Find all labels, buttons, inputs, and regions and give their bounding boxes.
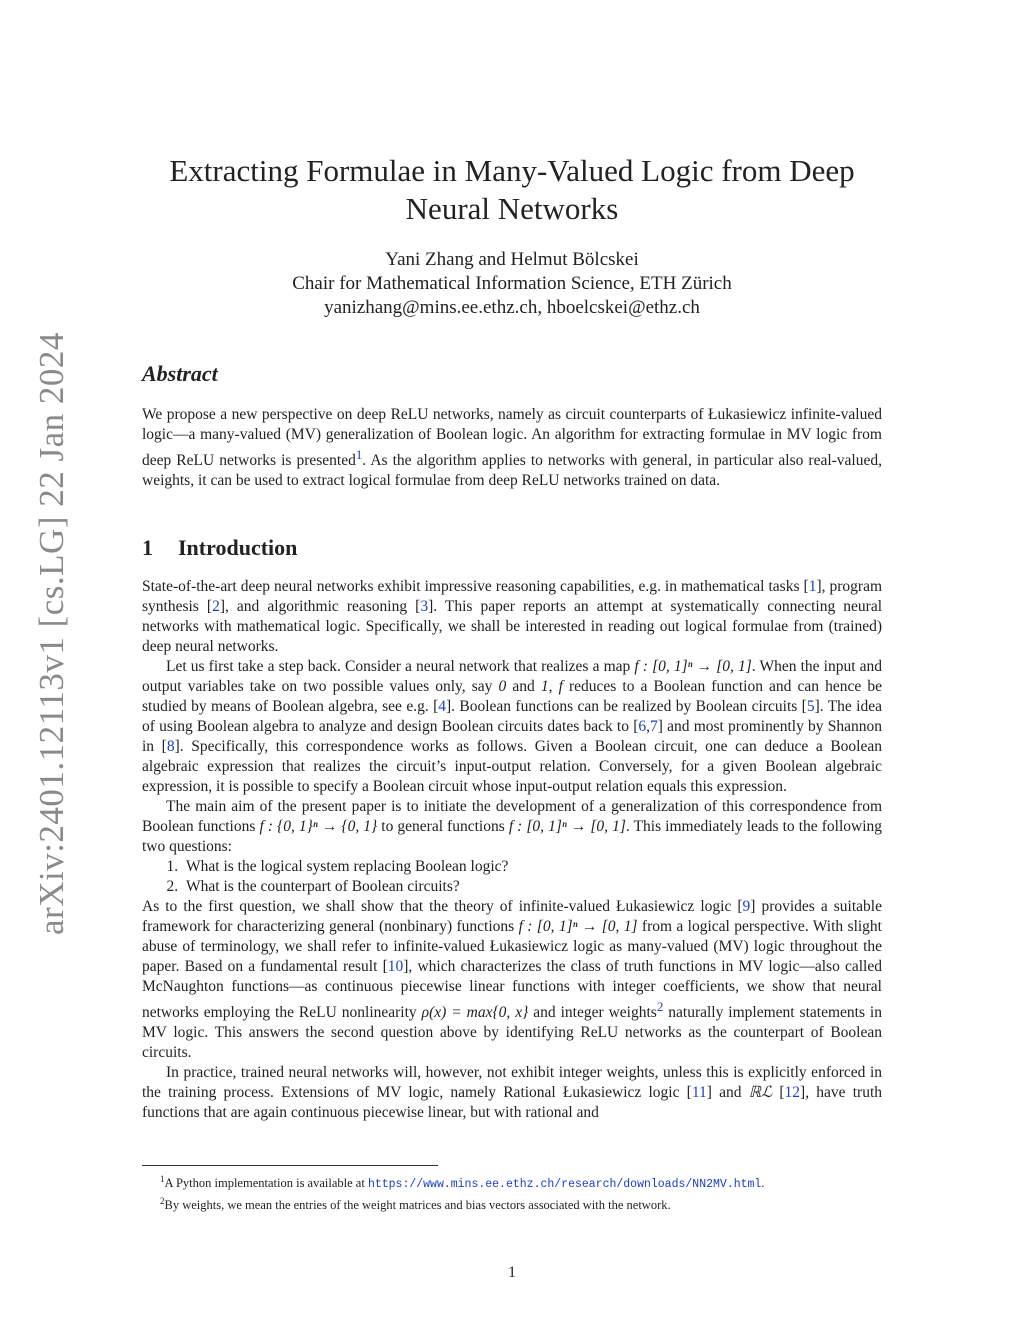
intro-paragraph-2: Let us first take a step back. Consider a neural network that realizes a map f : [0, 1]ⁿ → [0, 1]. When the input and output variables take on two possible values only, say 0 and 1, f reduces to a Boolean function and can hence be studied by means of Boolean algebra, see e.g. [4]. Boolean functions can be realized by Boolean circuits [5]. The idea of using Boolean algebra to analyze and design Boolean circuits dates back to [6,7] and most prominently by Shannon in [8]. Specifically, this correspondence works as follows. Given a Boolean circuit, one can deduce a Boolean algebraic expression that realizes the circuit’s input-output relation. Conversely, for a given Boolean algebraic expression, it is possible to specify a Boolean circuit whose input-output relation equals this expression. [142, 658, 883, 795]
citation-link[interactable]: 12 [784, 1084, 801, 1102]
citation-link[interactable]: 11 [691, 1084, 707, 1102]
page-number: 1 [508, 1264, 516, 1281]
intro-paragraph-4: As to the first question, we shall show that the theory of infinite-valued Łukasiewicz logic [9] provides a suitable framework for characterizing general (nonbinary) functions f : [0, 1]ⁿ → [0, 1] from a logical perspective. With slight abuse of terminology, we shall refer to infinite-valued Łukasiewicz logic as many-valued (MV) logic throughout the paper. Based on a fundamental result [10], which characterizes the class of truth functions in MV logic—also called McNaughton functions—as continuous piecewise linear functions with integer coefficients, we show that neural networks employing the ReLU nonlinearity ρ(x) = max{0, x} and integer weights$^2$ naturally implement statements in MV logic. This answers the second question above by identifying ReLU networks as the counterpart of Boolean circuits. [142, 898, 882, 1062]
math-expression: f : [0, 1]ⁿ → [0, 1] [508, 818, 626, 835]
citation-link[interactable]: 3 [420, 598, 429, 615]
paper-title: Extracting Formulae in Many-Valued Logic from Deep Neural Networks [169, 153, 855, 226]
arxiv-identifier-stamp[interactable]: arXiv:2401.12113v1 [cs.LG] 22 Jan 2024 [32, 332, 71, 935]
footnote-link-2[interactable]: 2 [656, 999, 664, 1014]
section-number: 1 [142, 535, 153, 560]
questions-list [142, 857, 882, 897]
introduction-body [142, 577, 882, 1123]
citation-link[interactable]: 7 [649, 718, 658, 735]
author-names: Yani Zhang and Helmut Bölcskei [385, 249, 639, 270]
citation-link[interactable]: 8 [166, 738, 175, 755]
footnote-2: $^2$By weights, we mean the entries of the weight matrices and bias vectors associated with the network. [160, 1196, 671, 1213]
footnote-separator [142, 1165, 438, 1166]
math-expression: f : {0, 1}ⁿ → {0, 1} [259, 818, 378, 835]
math-expression: f [558, 678, 563, 695]
intro-paragraph-3: The main aim of the present paper is to initiate the development of a generalization of this correspondence from Boolean functions f : {0, 1}ⁿ → {0, 1} to general functions f : [0, 1]ⁿ → [0, 1]. This immediately leads to the following two questions: [142, 798, 883, 855]
abstract-heading: Abstract [142, 361, 218, 386]
math-expression: 0 [498, 678, 507, 695]
math-expression: f : [0, 1]ⁿ → [0, 1] [634, 658, 752, 675]
citation-link[interactable]: 10 [387, 958, 404, 975]
footnotes [142, 1171, 902, 1213]
section-heading-introduction [142, 535, 297, 561]
implementation-url-link[interactable]: https://www.mins.ee.ethz.ch/research/downloads/NN2MV.html [367, 1178, 762, 1192]
footnote-1: $^1$A Python implementation is available at https://www.mins.ee.ethz.ch/research/downloads/NN2MV.html. [160, 1174, 765, 1192]
intro-paragraph-1: State-of-the-art deep neural networks exhibit impressive reasoning capabilities, e.g. in mathematical tasks [1], program synthesis [2], and algorithmic reasoning [3]. This paper reports an attempt at systematically connecting neural networks with mathematical logic. Specifically, we shall be interested in reading out logical formulae from (trained) deep neural networks. [142, 578, 883, 655]
author-emails[interactable]: yanizhang@mins.ee.ethz.ch, hboelcskei@ethz.ch [324, 297, 700, 318]
footnote-link-1[interactable]: 1 [355, 447, 363, 462]
math-expression: f : [0, 1]ⁿ → [0, 1] [518, 918, 638, 935]
author-block [142, 248, 882, 320]
section-title: Introduction [178, 535, 298, 560]
math-expression: 1 [540, 678, 549, 695]
math-expression: ρ(x) = max{0, x} [421, 1004, 529, 1022]
intro-paragraph-5: In practice, trained neural networks will, however, not exhibit integer weights, unless this is explicitly enforced in the training process. Extensions of MV logic, namely Rational Łukasiewicz logic [11] and ℝℒ [12], have truth functions that are again continuous piecewise linear, but with rational and [142, 1064, 883, 1122]
citation-link[interactable]: 1 [808, 578, 817, 595]
citation-link[interactable]: 4 [438, 698, 446, 715]
citation-link[interactable]: 9 [742, 898, 751, 915]
abstract-text: We propose a new perspective on deep ReLU networks, namely as circuit counterparts of Łukasiewicz infinite-valued logic—a many-valued (MV) generalization of Boolean logic. An algorithm for extracting formulae in MV logic from deep ReLU networks is presented$^1$. As the algorithm applies to networks with general, in particular also real-valued, weights, it can be used to extract logical formulae from deep ReLU networks trained on data. [142, 406, 882, 490]
citation-link[interactable]: 6 [638, 718, 647, 735]
question-item: 2. What is the counterpart of Boolean circuits? [182, 877, 882, 897]
citation-link[interactable]: 2 [212, 598, 220, 615]
citation-link[interactable]: 5 [806, 698, 815, 715]
author-affiliation: Chair for Mathematical Information Science, ETH Zürich [292, 273, 732, 294]
math-expression: ℝℒ [748, 1084, 773, 1102]
question-item: 1. What is the logical system replacing Boolean logic? [182, 857, 882, 877]
